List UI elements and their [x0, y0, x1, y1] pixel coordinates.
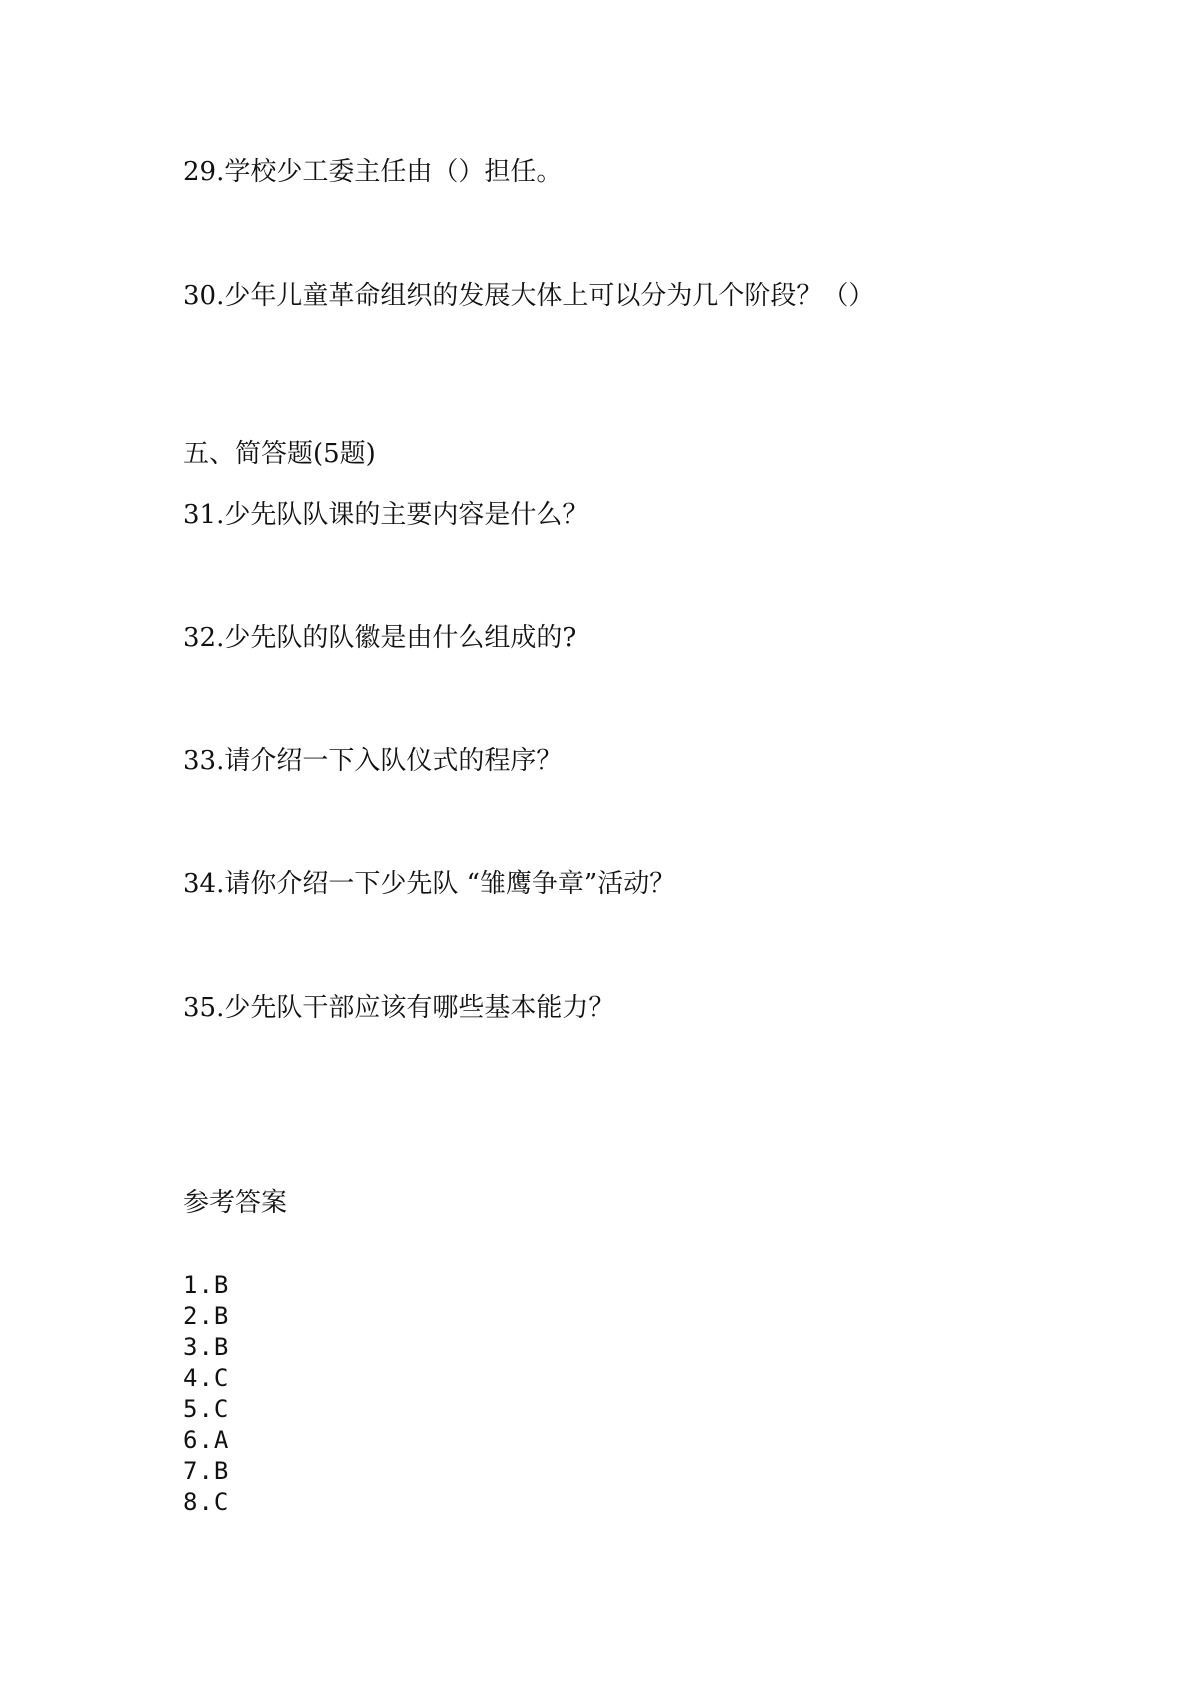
answers-heading: 参考答案 — [183, 1188, 288, 1218]
question-31: 31.少先队队课的主要内容是什么？ — [183, 500, 589, 530]
question-32: 32.少先队的队徽是由什么组成的? — [183, 623, 577, 653]
question-35: 35.少先队干部应该有哪些基本能力？ — [183, 993, 615, 1023]
answer-item: 4.C — [183, 1364, 230, 1392]
question-29: 29.学校少工委主任由（）担任。 — [183, 157, 563, 187]
answer-item: 8.C — [183, 1488, 230, 1516]
question-30: 30.少年儿童革命组织的发展大体上可以分为几个阶段？（） — [183, 281, 875, 311]
answer-item: 5.C — [183, 1395, 230, 1423]
answer-item: 6.A — [183, 1426, 230, 1454]
question-33: 33.请介绍一下入队仪式的程序？ — [183, 746, 563, 776]
answer-item: 1.B — [183, 1271, 230, 1299]
answer-item: 2.B — [183, 1302, 230, 1330]
answer-item: 7.B — [183, 1457, 230, 1485]
answer-item: 3.B — [183, 1333, 230, 1361]
question-34: 34.请你介绍一下少先队 “雏鹰争章”活动？ — [183, 869, 676, 899]
section-heading-short-answer: 五、简答题(5题) — [183, 439, 376, 469]
